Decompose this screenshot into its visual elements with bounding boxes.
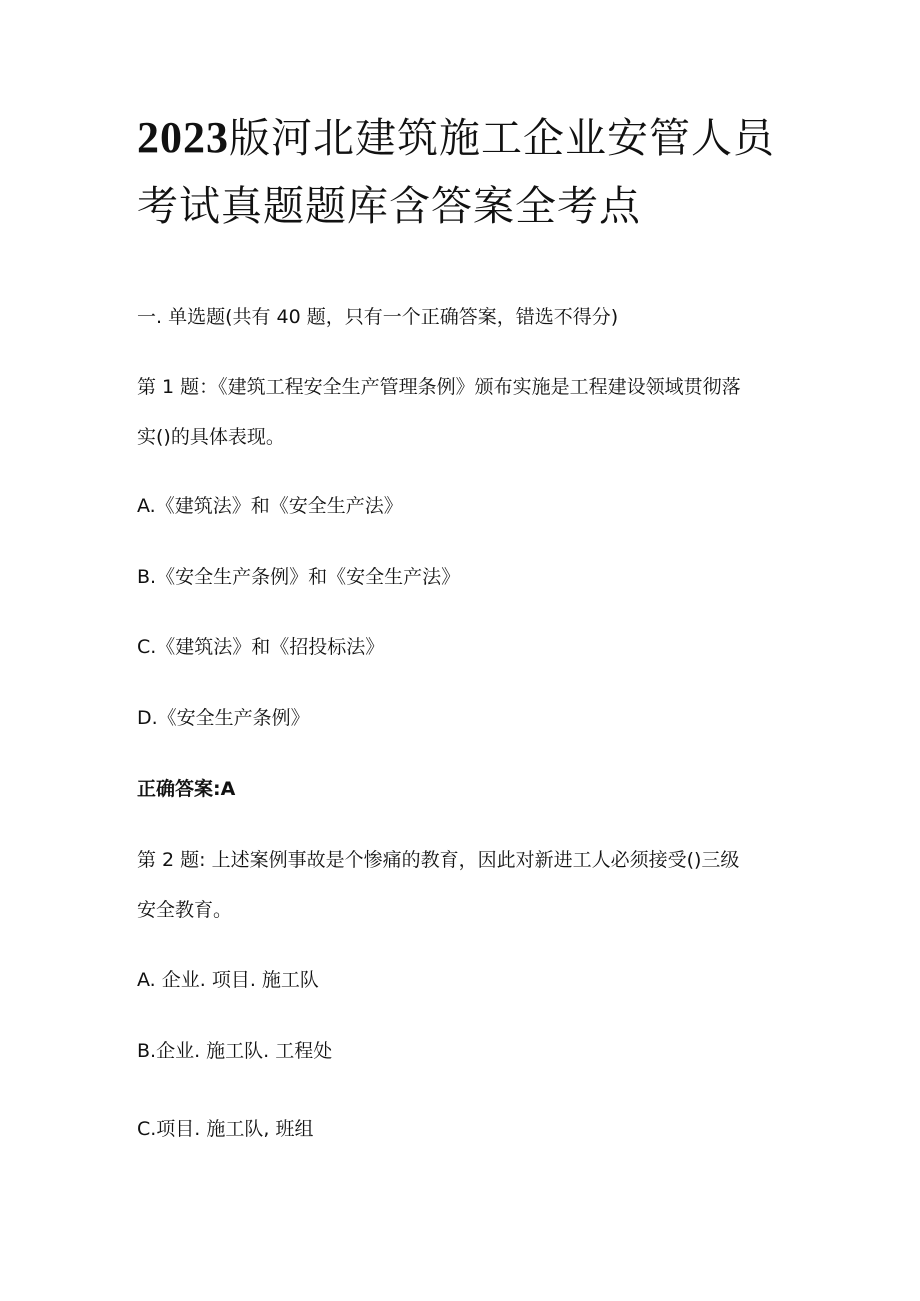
- question-1-option-c: C.《建筑法》和《招投标法》: [137, 636, 385, 658]
- question-1-answer: 正确答案:A: [137, 778, 236, 800]
- question-1-option-a: A.《建筑法》和《安全生产法》: [137, 495, 403, 517]
- question-1-stem-line-1: 第 1 题：《建筑工程安全生产管理条例》颁布实施是工程建设领域贯彻落: [137, 376, 741, 398]
- question-2-stem-line-1: 第 2 题: 上述案例事故是个惨痛的教育，因此对新进工人必须接受()三级: [137, 849, 740, 871]
- question-2-option-a: A. 企业. 项目. 施工队: [137, 969, 319, 991]
- question-1-option-d: D.《安全生产条例》: [137, 707, 310, 729]
- question-2-option-b: B.企业. 施工队. 工程处: [137, 1040, 333, 1062]
- title-line-1: 版河北建筑施工企业安管人员: [229, 114, 775, 162]
- title-line-2: 考试真题题库含答案全考点: [137, 182, 641, 230]
- question-2-stem-line-2: 安全教育。: [137, 899, 233, 921]
- question-2-option-c: C.项目. 施工队, 班组: [137, 1118, 314, 1140]
- title-year: 2023: [137, 113, 229, 162]
- section-heading: 一. 单选题(共有 40 题，只有一个正确答案，错选不得分): [137, 306, 619, 328]
- question-1-stem-line-2: 实()的具体表现。: [137, 426, 285, 448]
- question-1-option-b: B.《安全生产条例》和《安全生产法》: [137, 566, 461, 588]
- document-title: [137, 104, 837, 240]
